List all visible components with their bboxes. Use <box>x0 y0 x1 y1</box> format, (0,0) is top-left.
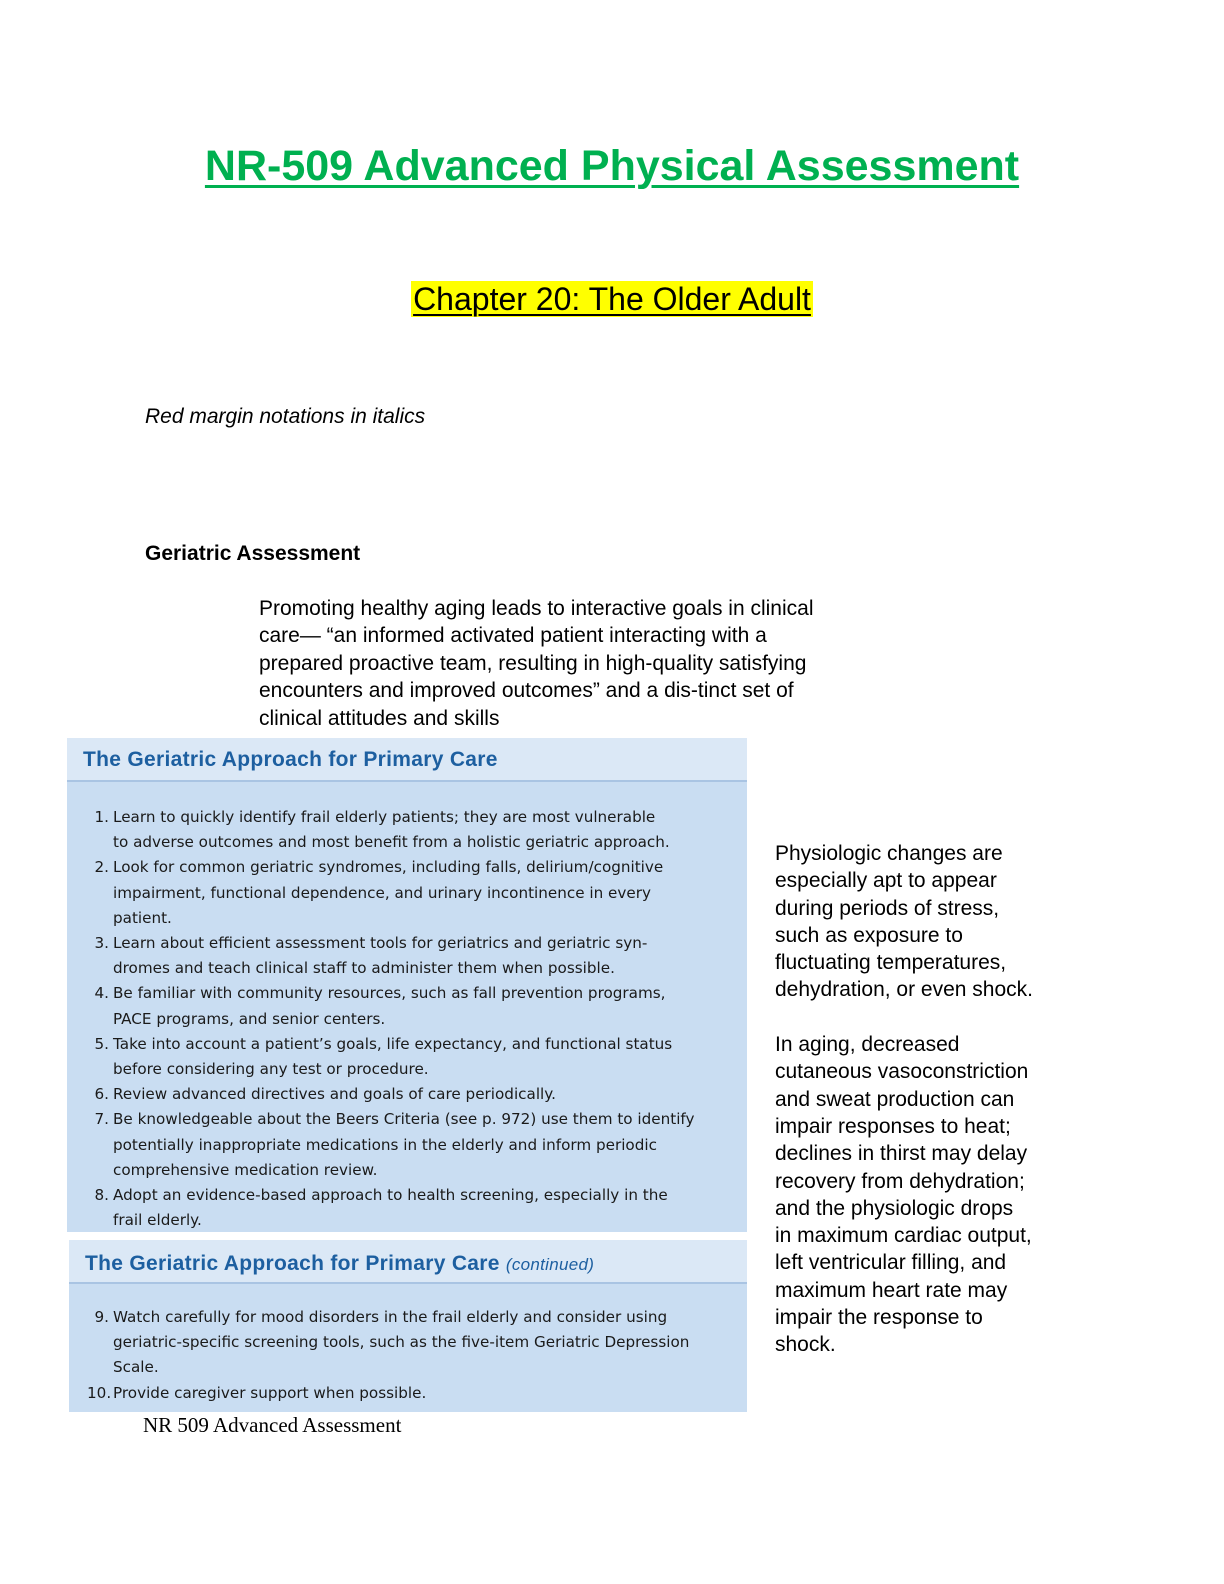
item-number: 4. <box>94 984 109 1003</box>
side-line: and sweat production can <box>775 1087 1015 1111</box>
side-line: maximum heart rate may <box>775 1278 1008 1302</box>
side-line: In aging, decreased <box>775 1033 960 1057</box>
box-title: The Geriatric Approach for Primary Care <box>83 748 498 771</box>
side-line: cutaneous vasoconstriction <box>775 1060 1029 1084</box>
intro-line: care— “an informed activated patient interacting with a <box>259 624 767 648</box>
side-line: and the physiologic drops <box>775 1196 1014 1220</box>
item-text: Learn to quickly identify frail elderly patients; they are most vulnerable to adverse outcomes and most benefit from a holistic geriatric approach. <box>113 808 670 852</box>
side-line: declines in thirst may delay <box>775 1142 1028 1166</box>
list-item <box>87 1183 695 1233</box>
item-text: Be knowledgeable about the Beers Criteria (see p. 972) use them to identify potentially inappropriate medications in the elderly and inform periodic comprehensive medication review. <box>113 1110 695 1179</box>
side-line: fluctuating temperatures, <box>775 951 1007 975</box>
margin-note: Red margin notations in italics <box>145 405 426 428</box>
intro-line: Promoting healthy aging leads to interactive goals in clinical <box>259 597 814 620</box>
box-title <box>85 1252 594 1276</box>
box-title-suffix: (continued) <box>505 1255 595 1274</box>
item-text: Watch carefully for mood disorders in the frail elderly and consider using geriatric-specific screening tools, such as the five-item Geriatric Depression Scale. <box>113 1308 690 1377</box>
item-number: 1. <box>94 808 109 826</box>
side-line: dehydration, or even shock. <box>775 978 1033 1002</box>
item-number: 6. <box>94 1085 109 1104</box>
list-item <box>87 805 695 855</box>
approach-list-continued <box>87 1305 689 1406</box>
list-item <box>87 931 695 981</box>
side-line: especially apt to appear <box>775 869 997 893</box>
item-number: 9. <box>94 1308 109 1326</box>
side-line: such as exposure to <box>775 923 963 947</box>
item-text: Provide caregiver support when possible. <box>113 1383 427 1402</box>
item-text: Learn about efficient assessment tools for geriatrics and geriatric syn- dromes and teach clinical staff to administer them when possible. <box>113 934 648 978</box>
list-item <box>87 1082 695 1107</box>
item-text: Adopt an evidence-based approach to health screening, especially in the frail elderly. <box>113 1186 668 1230</box>
item-text: Look for common geriatric syndromes, including falls, delirium/cognitive impairment, functional dependence, and urinary incontinence in every patient. <box>113 858 664 927</box>
list-item <box>87 1107 695 1183</box>
paragraph-gap <box>775 1004 1095 1031</box>
side-line: impair responses to heat; <box>775 1114 1011 1138</box>
list-item <box>87 1381 689 1406</box>
box-header <box>69 1240 747 1284</box>
approach-list <box>87 805 695 1233</box>
item-text: Be familiar with community resources, such as fall prevention programs, PACE programs, and senior centers. <box>113 984 666 1028</box>
item-number: 8. <box>94 1186 109 1205</box>
section-heading: Geriatric Assessment <box>145 542 361 565</box>
item-number: 10. <box>87 1383 112 1402</box>
side-line: left ventricular filling, and <box>775 1251 1007 1275</box>
intro-line: clinical attitudes and skills <box>259 706 500 730</box>
page-title: NR-509 Advanced Physical Assessment <box>204 142 1020 190</box>
chapter-title <box>0 281 1224 318</box>
geriatric-approach-continued-box <box>69 1240 747 1412</box>
chapter-title-text: Chapter 20: The Older Adult <box>413 281 811 317</box>
box-header <box>67 738 747 782</box>
list-item <box>87 855 695 931</box>
list-item <box>87 981 695 1031</box>
list-item <box>87 1305 689 1381</box>
intro-line: encounters and improved outcomes” and a dis-tinct set of <box>259 679 794 703</box>
side-line: during periods of stress, <box>775 896 1000 920</box>
list-item <box>87 1032 695 1082</box>
item-text: Review advanced directives and goals of care periodically. <box>113 1085 556 1104</box>
physiologic-changes-text <box>775 840 1095 1359</box>
side-line: in maximum cardiac output, <box>775 1224 1032 1248</box>
side-line: Physiologic changes are <box>775 842 1003 865</box>
intro-paragraph <box>259 595 899 732</box>
side-line: recovery from dehydration; <box>775 1169 1025 1193</box>
item-number: 3. <box>94 934 109 953</box>
box-title-text: The Geriatric Approach for Primary Care <box>85 1252 500 1275</box>
item-number: 5. <box>94 1034 109 1053</box>
page-footer: NR 509 Advanced Assessment <box>143 1413 402 1437</box>
side-line: shock. <box>775 1333 836 1357</box>
item-number: 7. <box>94 1110 109 1129</box>
intro-line: prepared proactive team, resulting in high-quality satisfying <box>259 651 807 675</box>
side-line: impair the response to <box>775 1306 983 1330</box>
item-number: 2. <box>94 858 109 877</box>
geriatric-approach-box <box>67 738 747 1232</box>
item-text: Take into account a patient’s goals, life expectancy, and functional status before considering any test or procedure. <box>113 1034 673 1079</box>
